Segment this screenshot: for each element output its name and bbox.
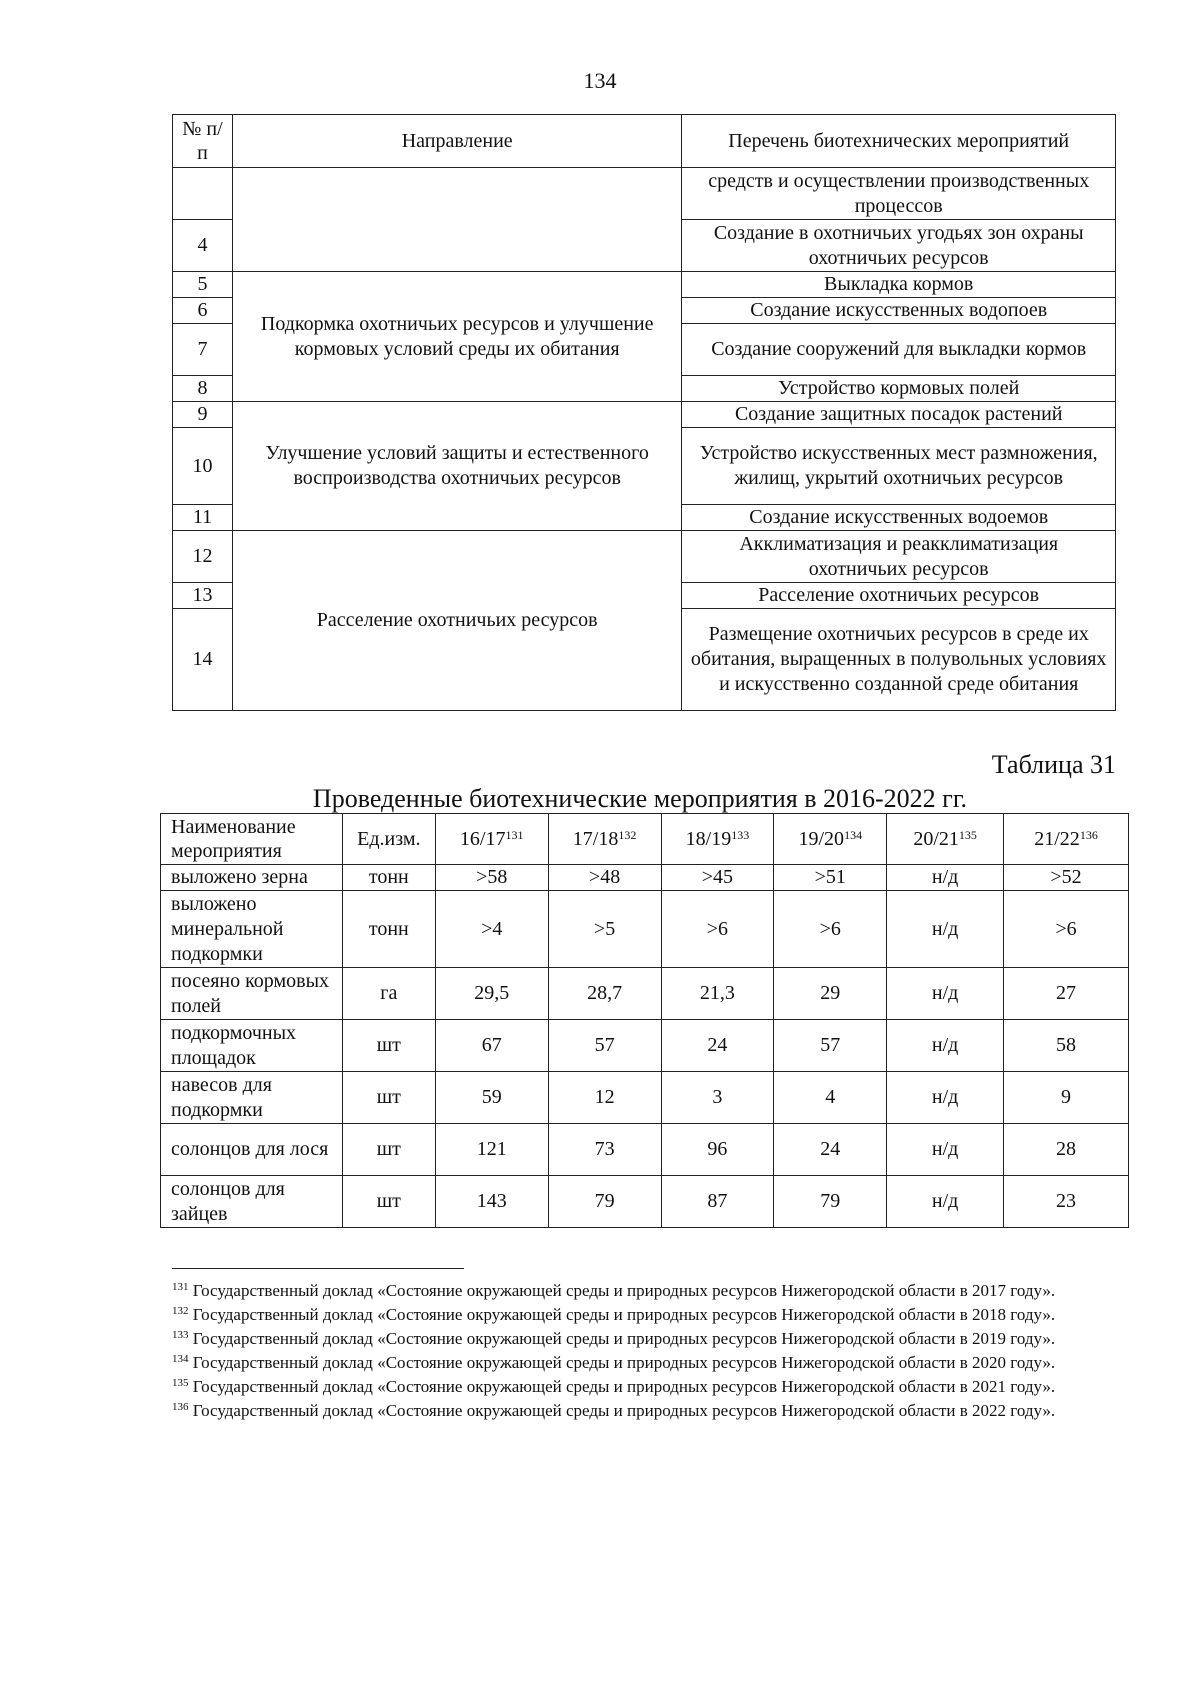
value-cell: 29 <box>774 968 887 1020</box>
value-cell: 59 <box>435 1072 548 1124</box>
row-number: 12 <box>173 531 233 583</box>
measure-cell: Выкладка кормов <box>682 272 1116 298</box>
table-row <box>173 168 1116 220</box>
footnote: $^{131}$ Государственный доклад «Состояние окружающей среды и природных ресурсов Нижегородской области в 2017 году». <box>172 1281 1056 1300</box>
table-row <box>161 1072 1129 1124</box>
value-cell: 3 <box>661 1072 774 1124</box>
row-number: 9 <box>173 402 233 428</box>
row-number: 14 <box>173 609 233 711</box>
value-cell: >58 <box>435 865 548 891</box>
value-cell: 121 <box>435 1124 548 1176</box>
measures-table <box>172 114 1116 711</box>
row-name: посеяно кормовых полей <box>161 968 343 1020</box>
measure-cell: Создание искусственных водопоев <box>682 298 1116 324</box>
row-number: 5 <box>173 272 233 298</box>
footnote: $^{135}$ Государственный доклад «Состояние окружающей среды и природных ресурсов Нижегородской области в 2021 году». <box>172 1377 1056 1396</box>
value-cell: >6 <box>661 891 774 968</box>
column-header-direction: Направление <box>232 115 681 168</box>
measure-cell: Расселение охотничьих ресурсов <box>682 583 1116 609</box>
table-header-row <box>173 115 1116 168</box>
table-row <box>161 968 1129 1020</box>
footnote: $^{136}$ Государственный доклад «Состояние окружающей среды и природных ресурсов Нижегородской области в 2022 году». <box>172 1401 1056 1420</box>
value-cell: 28,7 <box>548 968 661 1020</box>
footnote: $^{132}$ Государственный доклад «Состояние окружающей среды и природных ресурсов Нижегородской области в 2018 году». <box>172 1305 1056 1324</box>
table-row <box>161 1176 1129 1228</box>
row-name: солонцов для лося <box>161 1124 343 1176</box>
value-cell: >48 <box>548 865 661 891</box>
value-cell: 24 <box>661 1020 774 1072</box>
value-cell: 12 <box>548 1072 661 1124</box>
direction-cell: Расселение охотничьих ресурсов <box>232 531 681 711</box>
column-header-period: $17/18^{132}$ <box>548 814 661 865</box>
table-row <box>173 531 1116 583</box>
table-row <box>161 1020 1129 1072</box>
row-number <box>173 168 233 220</box>
measure-cell: средств и осуществлении производственных процессов <box>682 168 1116 220</box>
row-name: выложено минеральной подкормки <box>161 891 343 968</box>
measure-cell: Создание искусственных водоемов <box>682 505 1116 531</box>
column-header-period: $21/22^{136}$ <box>1004 814 1129 865</box>
table-header-row <box>161 814 1129 865</box>
value-cell: 9 <box>1004 1072 1129 1124</box>
column-header-period: $16/17^{131}$ <box>435 814 548 865</box>
footnotes <box>172 1279 1120 1423</box>
value-cell: 73 <box>548 1124 661 1176</box>
table-row <box>161 1124 1129 1176</box>
table-row <box>173 402 1116 428</box>
table-row <box>173 272 1116 298</box>
row-number: 4 <box>173 220 233 272</box>
value-cell: >45 <box>661 865 774 891</box>
footnote: $^{133}$ Государственный доклад «Состояние окружающей среды и природных ресурсов Нижегородской области в 2019 году». <box>172 1329 1056 1348</box>
page-number: 134 <box>583 68 617 93</box>
value-cell: >5 <box>548 891 661 968</box>
measure-cell: Создание в охотничьих угодьях зон охраны охотничьих ресурсов <box>682 220 1116 272</box>
row-name: навесов для подкормки <box>161 1072 343 1124</box>
value-cell: >6 <box>1004 891 1129 968</box>
value-cell: 27 <box>1004 968 1129 1020</box>
value-cell: >6 <box>774 891 887 968</box>
measure-cell: Создание сооружений для выкладки кормов <box>682 324 1116 376</box>
value-cell: н/д <box>887 1020 1004 1072</box>
column-header-measures: Перечень биотехнических мероприятий <box>682 115 1116 168</box>
row-number: 8 <box>173 376 233 402</box>
row-unit: шт <box>342 1072 435 1124</box>
value-cell: >4 <box>435 891 548 968</box>
value-cell: >52 <box>1004 865 1129 891</box>
column-header-period: $20/21^{135}$ <box>887 814 1004 865</box>
value-cell: 67 <box>435 1020 548 1072</box>
direction-cell: Подкормка охотничьих ресурсов и улучшение кормовых условий среды их обитания <box>232 272 681 402</box>
value-cell: 96 <box>661 1124 774 1176</box>
footnote-divider <box>172 1268 464 1269</box>
measure-cell: Акклиматизация и реакклиматизация охотничьих ресурсов <box>682 531 1116 583</box>
column-header-period: $19/20^{134}$ <box>774 814 887 865</box>
column-header-number: № п/п <box>173 115 233 168</box>
column-header-name: Наименование мероприятия <box>161 814 343 865</box>
value-cell: н/д <box>887 968 1004 1020</box>
row-unit: шт <box>342 1124 435 1176</box>
table-number: Таблица 31 <box>991 750 1116 779</box>
row-unit: тонн <box>342 891 435 968</box>
results-table <box>160 813 1129 1228</box>
value-cell: 143 <box>435 1176 548 1228</box>
direction-cell: Улучшение условий защиты и естественного воспроизводства охотничьих ресурсов <box>232 402 681 531</box>
column-header-unit: Ед.изм. <box>342 814 435 865</box>
row-name: солонцов для зайцев <box>161 1176 343 1228</box>
value-cell: 24 <box>774 1124 887 1176</box>
row-unit: тонн <box>342 865 435 891</box>
value-cell: 79 <box>774 1176 887 1228</box>
value-cell: 58 <box>1004 1020 1129 1072</box>
row-unit: шт <box>342 1020 435 1072</box>
measure-cell: Устройство кормовых полей <box>682 376 1116 402</box>
measure-cell: Размещение охотничьих ресурсов в среде их обитания, выращенных в полувольных условиях и искусственно созданной среде обитания <box>682 609 1116 711</box>
value-cell: 4 <box>774 1072 887 1124</box>
value-cell: 28 <box>1004 1124 1129 1176</box>
measure-cell: Создание защитных посадок растений <box>682 402 1116 428</box>
direction-cell <box>232 168 681 272</box>
value-cell: >51 <box>774 865 887 891</box>
value-cell: н/д <box>887 1124 1004 1176</box>
value-cell: н/д <box>887 1176 1004 1228</box>
row-unit: га <box>342 968 435 1020</box>
row-number: 10 <box>173 428 233 505</box>
column-header-period: $18/19^{133}$ <box>661 814 774 865</box>
row-number: 7 <box>173 324 233 376</box>
row-number: 13 <box>173 583 233 609</box>
table-row <box>161 865 1129 891</box>
table-row <box>161 891 1129 968</box>
value-cell: 29,5 <box>435 968 548 1020</box>
value-cell: н/д <box>887 891 1004 968</box>
value-cell: н/д <box>887 1072 1004 1124</box>
row-name: выложено зерна <box>161 865 343 891</box>
row-number: 11 <box>173 505 233 531</box>
value-cell: 57 <box>774 1020 887 1072</box>
row-number: 6 <box>173 298 233 324</box>
value-cell: 23 <box>1004 1176 1129 1228</box>
row-name: подкормочных площадок <box>161 1020 343 1072</box>
table-title: Проведенные биотехнические мероприятия в 2016-2022 гг. <box>312 784 968 813</box>
value-cell: 21,3 <box>661 968 774 1020</box>
measure-cell: Устройство искусственных мест размножения, жилищ, укрытий охотничьих ресурсов <box>682 428 1116 505</box>
value-cell: 79 <box>548 1176 661 1228</box>
value-cell: 87 <box>661 1176 774 1228</box>
value-cell: н/д <box>887 865 1004 891</box>
value-cell: 57 <box>548 1020 661 1072</box>
row-unit: шт <box>342 1176 435 1228</box>
footnote: $^{134}$ Государственный доклад «Состояние окружающей среды и природных ресурсов Нижегородской области в 2020 году». <box>172 1353 1056 1372</box>
